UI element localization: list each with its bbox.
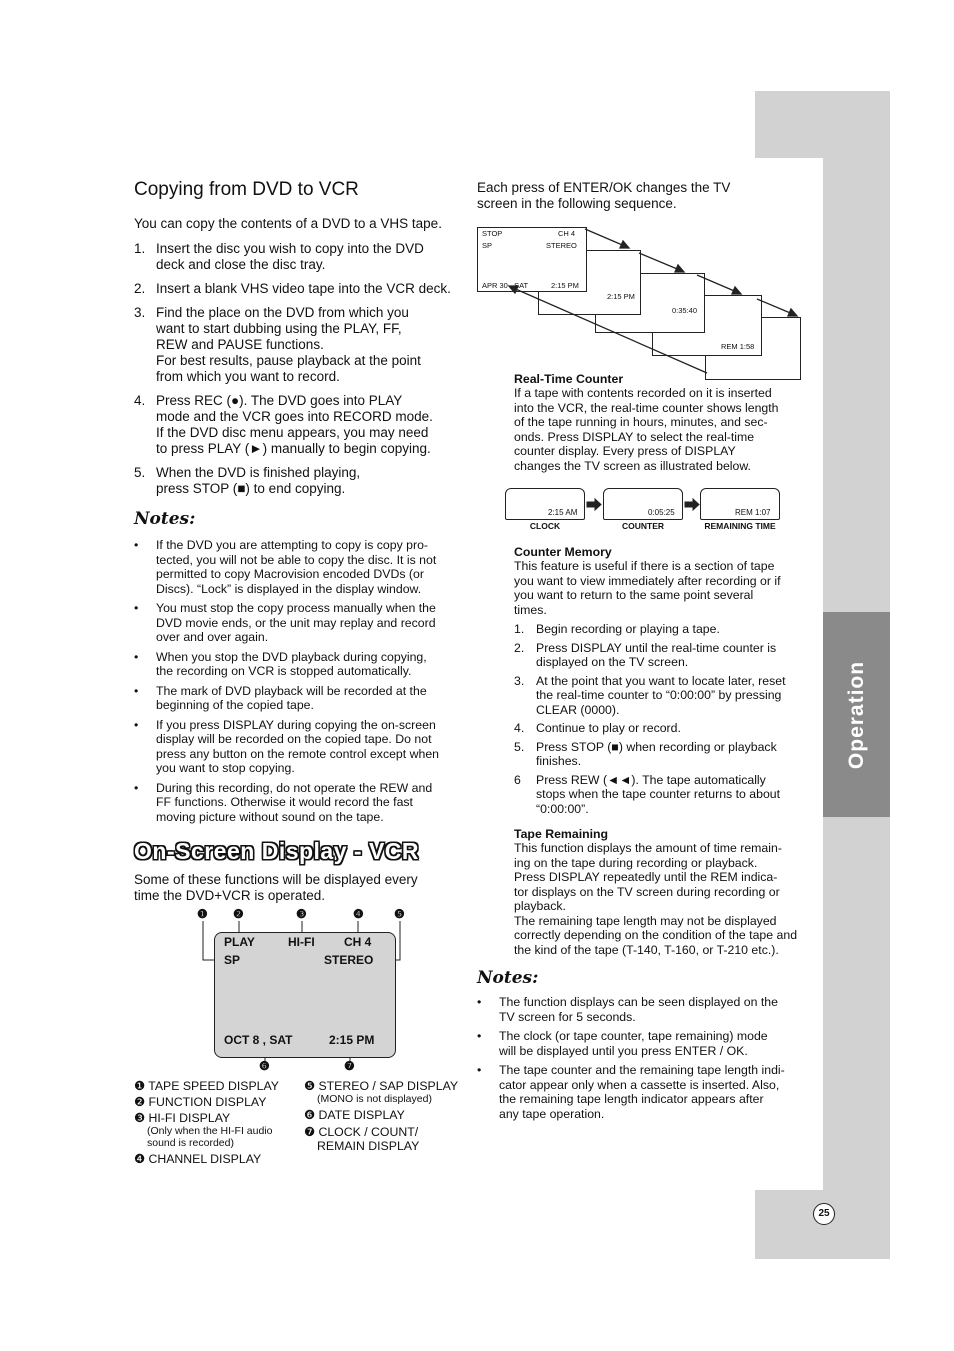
rtc-text (514, 386, 804, 473)
copy-intro: You can copy the contents of a DVD to a VHS tape. (134, 216, 442, 231)
line: beginning of the copied tape. (156, 698, 314, 712)
line: Continue to play or record. (536, 721, 681, 735)
line: moving picture without sound on the tape. (156, 809, 384, 824)
line: want to start dubbing using the PLAY, FF, (156, 321, 402, 336)
note-item (134, 718, 464, 776)
line: times. (514, 602, 547, 617)
mini-clock-label: CLOCK (529, 521, 561, 531)
note-item (477, 1029, 807, 1058)
mini-arrows (584, 498, 704, 512)
step-item (134, 393, 464, 457)
rtc-title: Real-Time Counter (514, 372, 624, 386)
line: TV screen for 5 seconds. (499, 1009, 636, 1024)
line: If you press DISPLAY during copying the on-screen (156, 717, 436, 732)
line: At the point that you want to locate later, reset (536, 673, 786, 688)
mini-rem-label: REMAINING TIME (704, 521, 776, 531)
line: permitted to copy Macrovision encoded DVDs (or (156, 567, 424, 581)
line: the kind of the tape (T-140, T-160, or T-210 etc.). (514, 942, 779, 957)
line: into the VCR, the real-time counter shows length (514, 400, 779, 415)
bullet-icon: • (134, 538, 139, 552)
legend-stereo-note (304, 1093, 474, 1105)
osd-channel: CH 4 (344, 935, 372, 949)
line: For best results, pause playback at the point (156, 353, 421, 368)
line: Press DISPLAY until the real-time counter is (536, 640, 777, 655)
operation-tab-label: Operation (844, 660, 868, 769)
line: stops when the tape counter returns to about (536, 787, 781, 801)
step-number: 4. (514, 721, 525, 735)
note-item (477, 995, 807, 1024)
line: finishes. (536, 754, 582, 768)
bullet-icon: • (134, 780, 139, 795)
note-item (134, 601, 464, 645)
step-number: 3. (514, 673, 525, 688)
line: from which you want to record. (156, 369, 340, 384)
line: FF functions. Otherwise it would record the fast (156, 795, 413, 809)
line: Find the place on the DVD from which you (156, 305, 409, 320)
step-item (514, 674, 806, 718)
seq-arrows (477, 227, 807, 387)
line: When you stop the DVD playback during copying, (156, 649, 427, 664)
note-item (477, 1063, 807, 1121)
line: REW and PAUSE functions. (156, 337, 324, 352)
line: During this recording, do not operate the REW and (156, 780, 433, 795)
bullet-icon: • (477, 995, 482, 1009)
osd-stereo: STEREO (324, 953, 374, 967)
cm-steps (514, 622, 806, 820)
line: playback. (514, 899, 566, 913)
step-item (134, 305, 464, 385)
seq-date: APR 30 , SAT (482, 281, 529, 290)
line: over and over again. (156, 630, 269, 644)
line: press any button on the remote control except when (156, 746, 439, 761)
seq-ch: CH 4 (558, 229, 576, 238)
line: mode and the VCR goes into RECORD mode. (156, 409, 433, 424)
line: onds. Press DISPLAY to select the real-time (514, 429, 755, 444)
step-item (134, 281, 464, 297)
line: any tape operation. (499, 1106, 605, 1121)
copy-title: Copying from DVD to VCR (134, 179, 359, 200)
step-number: 4. (134, 393, 146, 408)
page-number: 25 (813, 1203, 835, 1225)
line: Press REW (◄◄). The tape automatically (536, 772, 766, 787)
line: Begin recording or playing a tape. (536, 622, 720, 636)
line: counter display. Every press of DISPLAY (514, 444, 736, 458)
step-number: 3. (134, 305, 146, 320)
line: you want to stop copying. (156, 761, 295, 775)
bullet-icon: • (134, 649, 139, 664)
line: When the DVD is finished playing, (156, 465, 361, 480)
seq-stereo: STEREO (546, 241, 577, 250)
line: the recording on VCR is stopped automatically. (156, 664, 412, 678)
line: Discs). “Lock” is displayed in the display window. (156, 581, 422, 596)
right-intro-line: Each press of ENTER/OK changes the TV (477, 180, 731, 195)
legend-tape-speed: ❶ TAPE SPEED DISPLAY (134, 1079, 279, 1093)
callout-7: ❼ (344, 1059, 355, 1073)
callout-5: ❺ (394, 907, 405, 921)
line: displayed on the TV screen. (536, 655, 689, 669)
line: CLEAR (0000). (536, 702, 620, 717)
osd-intro (134, 872, 418, 904)
right-intro (477, 180, 730, 212)
mini-clock-value: 2:15 AM (548, 508, 578, 517)
bullet-icon: • (477, 1063, 482, 1077)
osd-sp: SP (224, 953, 241, 967)
line: the real-time counter to “0:00:00” by pressing (536, 688, 782, 702)
notes-right (477, 995, 807, 1126)
copy-steps (134, 241, 464, 505)
step-number: 2. (134, 281, 146, 296)
line: Press REC (●). The DVD goes into PLAY (156, 393, 403, 408)
notes-title-right: Notes: (477, 968, 539, 988)
step-item (514, 740, 806, 769)
legend-hifi-sub: (Only when the HI-FI audio (147, 1125, 273, 1137)
line: If the DVD disc menu appears, you may need (156, 425, 429, 440)
seq-time2: 2:15 PM (607, 292, 635, 301)
mini-counter-value: 0:05:25 (648, 508, 675, 517)
line: press STOP (■) to end copying. (156, 481, 346, 496)
step-number: 2. (514, 640, 525, 655)
note-item (134, 650, 464, 679)
line: the remaining tape length indicator appears after (499, 1092, 764, 1106)
legend-hifi-note (134, 1125, 304, 1149)
line: will be displayed until you press ENTER / OK. (499, 1043, 748, 1058)
legend-stereo-sub: (MONO is not displayed) (317, 1093, 432, 1105)
seq-time1: 2:15 PM (551, 281, 579, 290)
notes-left (134, 538, 464, 829)
mini-counter-label: COUNTER (621, 521, 665, 531)
line: Press DISPLAY repeatedly until the REM indica- (514, 870, 778, 884)
note-item (134, 781, 464, 825)
step-number: 1. (514, 622, 525, 636)
line: The remaining tape length may not be displayed (514, 913, 777, 928)
step-number: 1. (134, 241, 146, 256)
legend-clock-b: REMAIN DISPLAY (317, 1139, 420, 1153)
legend-date: ❻ DATE DISPLAY (304, 1108, 405, 1122)
legend-clock: ❼ CLOCK / COUNT/ (304, 1125, 419, 1139)
osd-intro-line: Some of these functions will be displayed every (134, 872, 418, 887)
legend-function: ❷ FUNCTION DISPLAY (134, 1095, 267, 1109)
mini-rem-value: REM 1:07 (735, 508, 771, 517)
line: You must stop the copy process manually when the (156, 601, 436, 615)
legend-left (134, 1079, 304, 1166)
bullet-icon: • (134, 683, 139, 698)
cm-title: Counter Memory (514, 545, 612, 559)
osd-date: OCT 8 , SAT (224, 1033, 293, 1047)
cm-text (514, 559, 804, 617)
line: If a tape with contents recorded on it is inserted (514, 386, 772, 400)
seq-sp: SP (482, 241, 493, 250)
step-number: 6 (514, 772, 521, 787)
callout-2: ❷ (233, 907, 244, 921)
notes-title-left: Notes: (134, 509, 196, 529)
bullet-icon: • (477, 1029, 482, 1043)
line: This feature is useful if there is a section of tape (514, 559, 775, 573)
line: Insert the disc you wish to copy into the DVD (156, 241, 424, 256)
osd-hifi: HI-FI (288, 935, 315, 949)
line: The clock (or tape counter, tape remaining) mode (499, 1029, 768, 1043)
legend-hifi: ❸ HI-FI DISPLAY (134, 1111, 231, 1125)
osd-intro-line: time the DVD+VCR is operated. (134, 888, 325, 903)
bullet-icon: • (134, 717, 139, 732)
legend-channel: ❹ CHANNEL DISPLAY (134, 1152, 262, 1166)
step-item (514, 641, 806, 670)
line: Press STOP (■) when recording or playback (536, 739, 777, 754)
step-item (134, 465, 464, 497)
line: Insert a blank VHS video tape into the VCR deck. (156, 281, 451, 296)
step-item (514, 622, 806, 637)
osd-title: On-Screen Display - VCR (134, 838, 420, 864)
seq-stop: STOP (482, 229, 503, 238)
line: This function displays the amount of time remain- (514, 841, 782, 855)
line: correctly depending on the condition of the tape and (514, 928, 798, 942)
line: tor displays on the TV screen during recording or (514, 884, 780, 899)
step-number: 5. (134, 465, 146, 480)
note-item (134, 538, 464, 596)
line: DVD movie ends, or the unit may replay and record (156, 615, 436, 630)
line: of the tape running in hours, minutes, and sec- (514, 415, 768, 429)
line: “0:00:00”. (536, 801, 589, 816)
line: tected, you will not be able to copy the disc. It is not (156, 552, 437, 567)
line: you want to return to the same point several (514, 588, 754, 602)
line: ing on the tape during recording or playback. (514, 855, 758, 870)
legend-hifi-sub: sound is recorded) (147, 1137, 234, 1149)
tr-text (514, 841, 806, 957)
legend-stereo: ❺ STEREO / SAP DISPLAY (304, 1079, 459, 1093)
seq-counter: 0:35:40 (672, 306, 698, 315)
line: The tape counter and the remaining tape length indi- (499, 1063, 785, 1077)
line: If the DVD you are attempting to copy is copy pro- (156, 538, 429, 552)
line: deck and close the disc tray. (156, 257, 326, 272)
callout-6: ❻ (259, 1059, 270, 1073)
line: changes the TV screen as illustrated below. (514, 458, 751, 473)
line: The function displays can be seen displayed on the (499, 995, 778, 1009)
callout-4: ❹ (353, 907, 364, 921)
line: The mark of DVD playback will be recorded at the (156, 683, 427, 698)
right-intro-line: screen in the following sequence. (477, 196, 677, 211)
bullet-icon: • (134, 601, 139, 615)
step-item (514, 773, 806, 817)
osd-time: 2:15 PM (329, 1033, 375, 1047)
step-item (134, 241, 464, 273)
tr-title: Tape Remaining (514, 827, 609, 841)
step-number: 5. (514, 739, 525, 754)
seq-rem: REM 1:58 (721, 342, 755, 351)
callout-1: ❶ (197, 907, 208, 921)
line: you want to view immediately after recording or if (514, 573, 781, 588)
step-item (514, 721, 806, 736)
callout-3: ❸ (296, 907, 307, 921)
legend-right (304, 1079, 474, 1153)
line: to press PLAY (►) manually to begin copying. (156, 441, 431, 456)
line: cator appear only when a cassette is inserted. Also, (499, 1077, 780, 1092)
osd-play: PLAY (224, 935, 255, 949)
note-item (134, 684, 464, 713)
line: display will be recorded on the copied tape. Do not (156, 732, 432, 746)
